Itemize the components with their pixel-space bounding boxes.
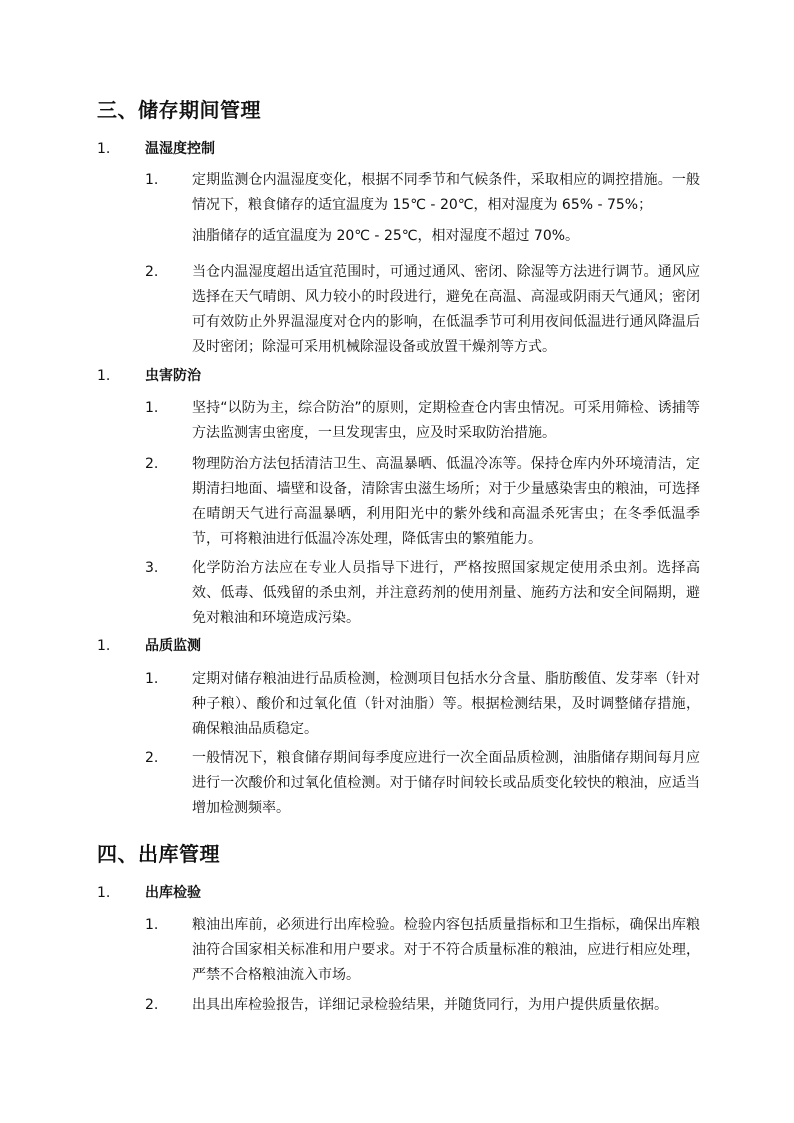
item-text: [192, 168, 700, 249]
item-text: [192, 452, 700, 552]
item-text: [192, 556, 700, 631]
item-number: 2.: [145, 456, 159, 472]
item-number: 1.: [145, 400, 159, 416]
subsection-title-pest-control: 虫害防治: [145, 368, 201, 384]
subsection-title-quality-monitoring: 品质监测: [145, 638, 201, 654]
item-number: 2.: [145, 750, 159, 766]
section-title-outbound: 四、出库管理: [97, 842, 220, 866]
item-paragraph: 物理防治方法包括清洁卫生、高温暴晒、低温冷冻等。保持仓库内外环境清洁，定期清扫地面、墙壁和设备，清除害虫滋生场所；对于少量感染害虫的粮油，可选择在晴朗天气进行高温暴晒，利用阳光中的紫外线和高温杀死害虫；在冬季低温季节，可将粮油进行低温冷冻处理，降低害虫的繁殖能力。: [192, 456, 700, 547]
item-text: [192, 396, 700, 446]
item-text: [192, 746, 700, 821]
item-paragraph: 定期监测仓内温湿度变化，根据不同季节和气候条件，采取相应的调控措施。一般情况下，粮食储存的适宜温度为 15℃ - 20℃，相对湿度为 65% - 75%；: [192, 172, 700, 213]
item-text: [192, 913, 700, 988]
item-number: 2.: [145, 264, 159, 280]
item-paragraph: 坚持“以防为主，综合防治”的原则，定期检查仓内害虫情况。可采用筛检、诱捕等方法监测害虫密度，一旦发现害虫，应及时采取防治措施。: [192, 400, 700, 441]
item-number: 1.: [145, 917, 159, 933]
item-paragraph: 定期对储存粮油进行品质检测，检测项目包括水分含量、脂肪酸值、发芽率（针对种子粮）、酸价和过氧化值（针对油脂）等。根据检测结果，及时调整储存措施，确保粮油品质稳定。: [192, 671, 700, 737]
item-number: 1.: [145, 172, 159, 188]
item-text: [192, 667, 700, 742]
subsection-number: 1.: [97, 368, 111, 384]
item-number: 2.: [145, 997, 159, 1013]
subsection-title-temp-humidity: 温湿度控制: [145, 141, 215, 157]
item-text: [192, 993, 700, 1018]
item-paragraph: 当仓内温湿度超出适宜范围时，可通过通风、密闭、除湿等方法进行调节。通风应选择在天气晴朗、风力较小的时段进行，避免在高温、高湿或阴雨天气通风；密闭可有效防止外界温湿度对仓内的影响，在低温季节可利用夜间低温进行通风降温后及时密闭；除湿可采用机械除湿设备或放置干燥剂等方式。: [192, 264, 700, 355]
subsection-number: 1.: [97, 638, 111, 654]
item-number: 3.: [145, 560, 159, 576]
item-paragraph: 化学防治方法应在专业人员指导下进行，严格按照国家规定使用杀虫剂。选择高效、低毒、低残留的杀虫剂，并注意药剂的使用剂量、施药方法和安全间隔期，避免对粮油和环境造成污染。: [192, 560, 700, 626]
item-paragraph: 出具出库检验报告，详细记录检验结果，并随货同行，为用户提供质量依据。: [192, 997, 668, 1013]
item-text: [192, 260, 700, 360]
item-paragraph: 油脂储存的适宜温度为 20℃ - 25℃，相对湿度不超过 70%。: [192, 228, 580, 244]
subsection-number: 1.: [97, 141, 111, 157]
item-paragraph: 一般情况下，粮食储存期间每季度应进行一次全面品质检测，油脂储存期间每月应进行一次酸价和过氧化值检测。对于储存时间较长或品质变化较快的粮油，应适当增加检测频率。: [192, 750, 700, 816]
subsection-number: 1.: [97, 885, 111, 901]
item-paragraph: 粮油出库前，必须进行出库检验。检验内容包括质量指标和卫生指标，确保出库粮油符合国家相关标准和用户要求。对于不符合质量标准的粮油，应进行相应处理，严禁不合格粮油流入市场。: [192, 917, 700, 983]
section-title-storage: 三、储存期间管理: [97, 98, 261, 122]
subsection-title-outbound-inspection: 出库检验: [145, 885, 201, 901]
item-number: 1.: [145, 671, 159, 687]
